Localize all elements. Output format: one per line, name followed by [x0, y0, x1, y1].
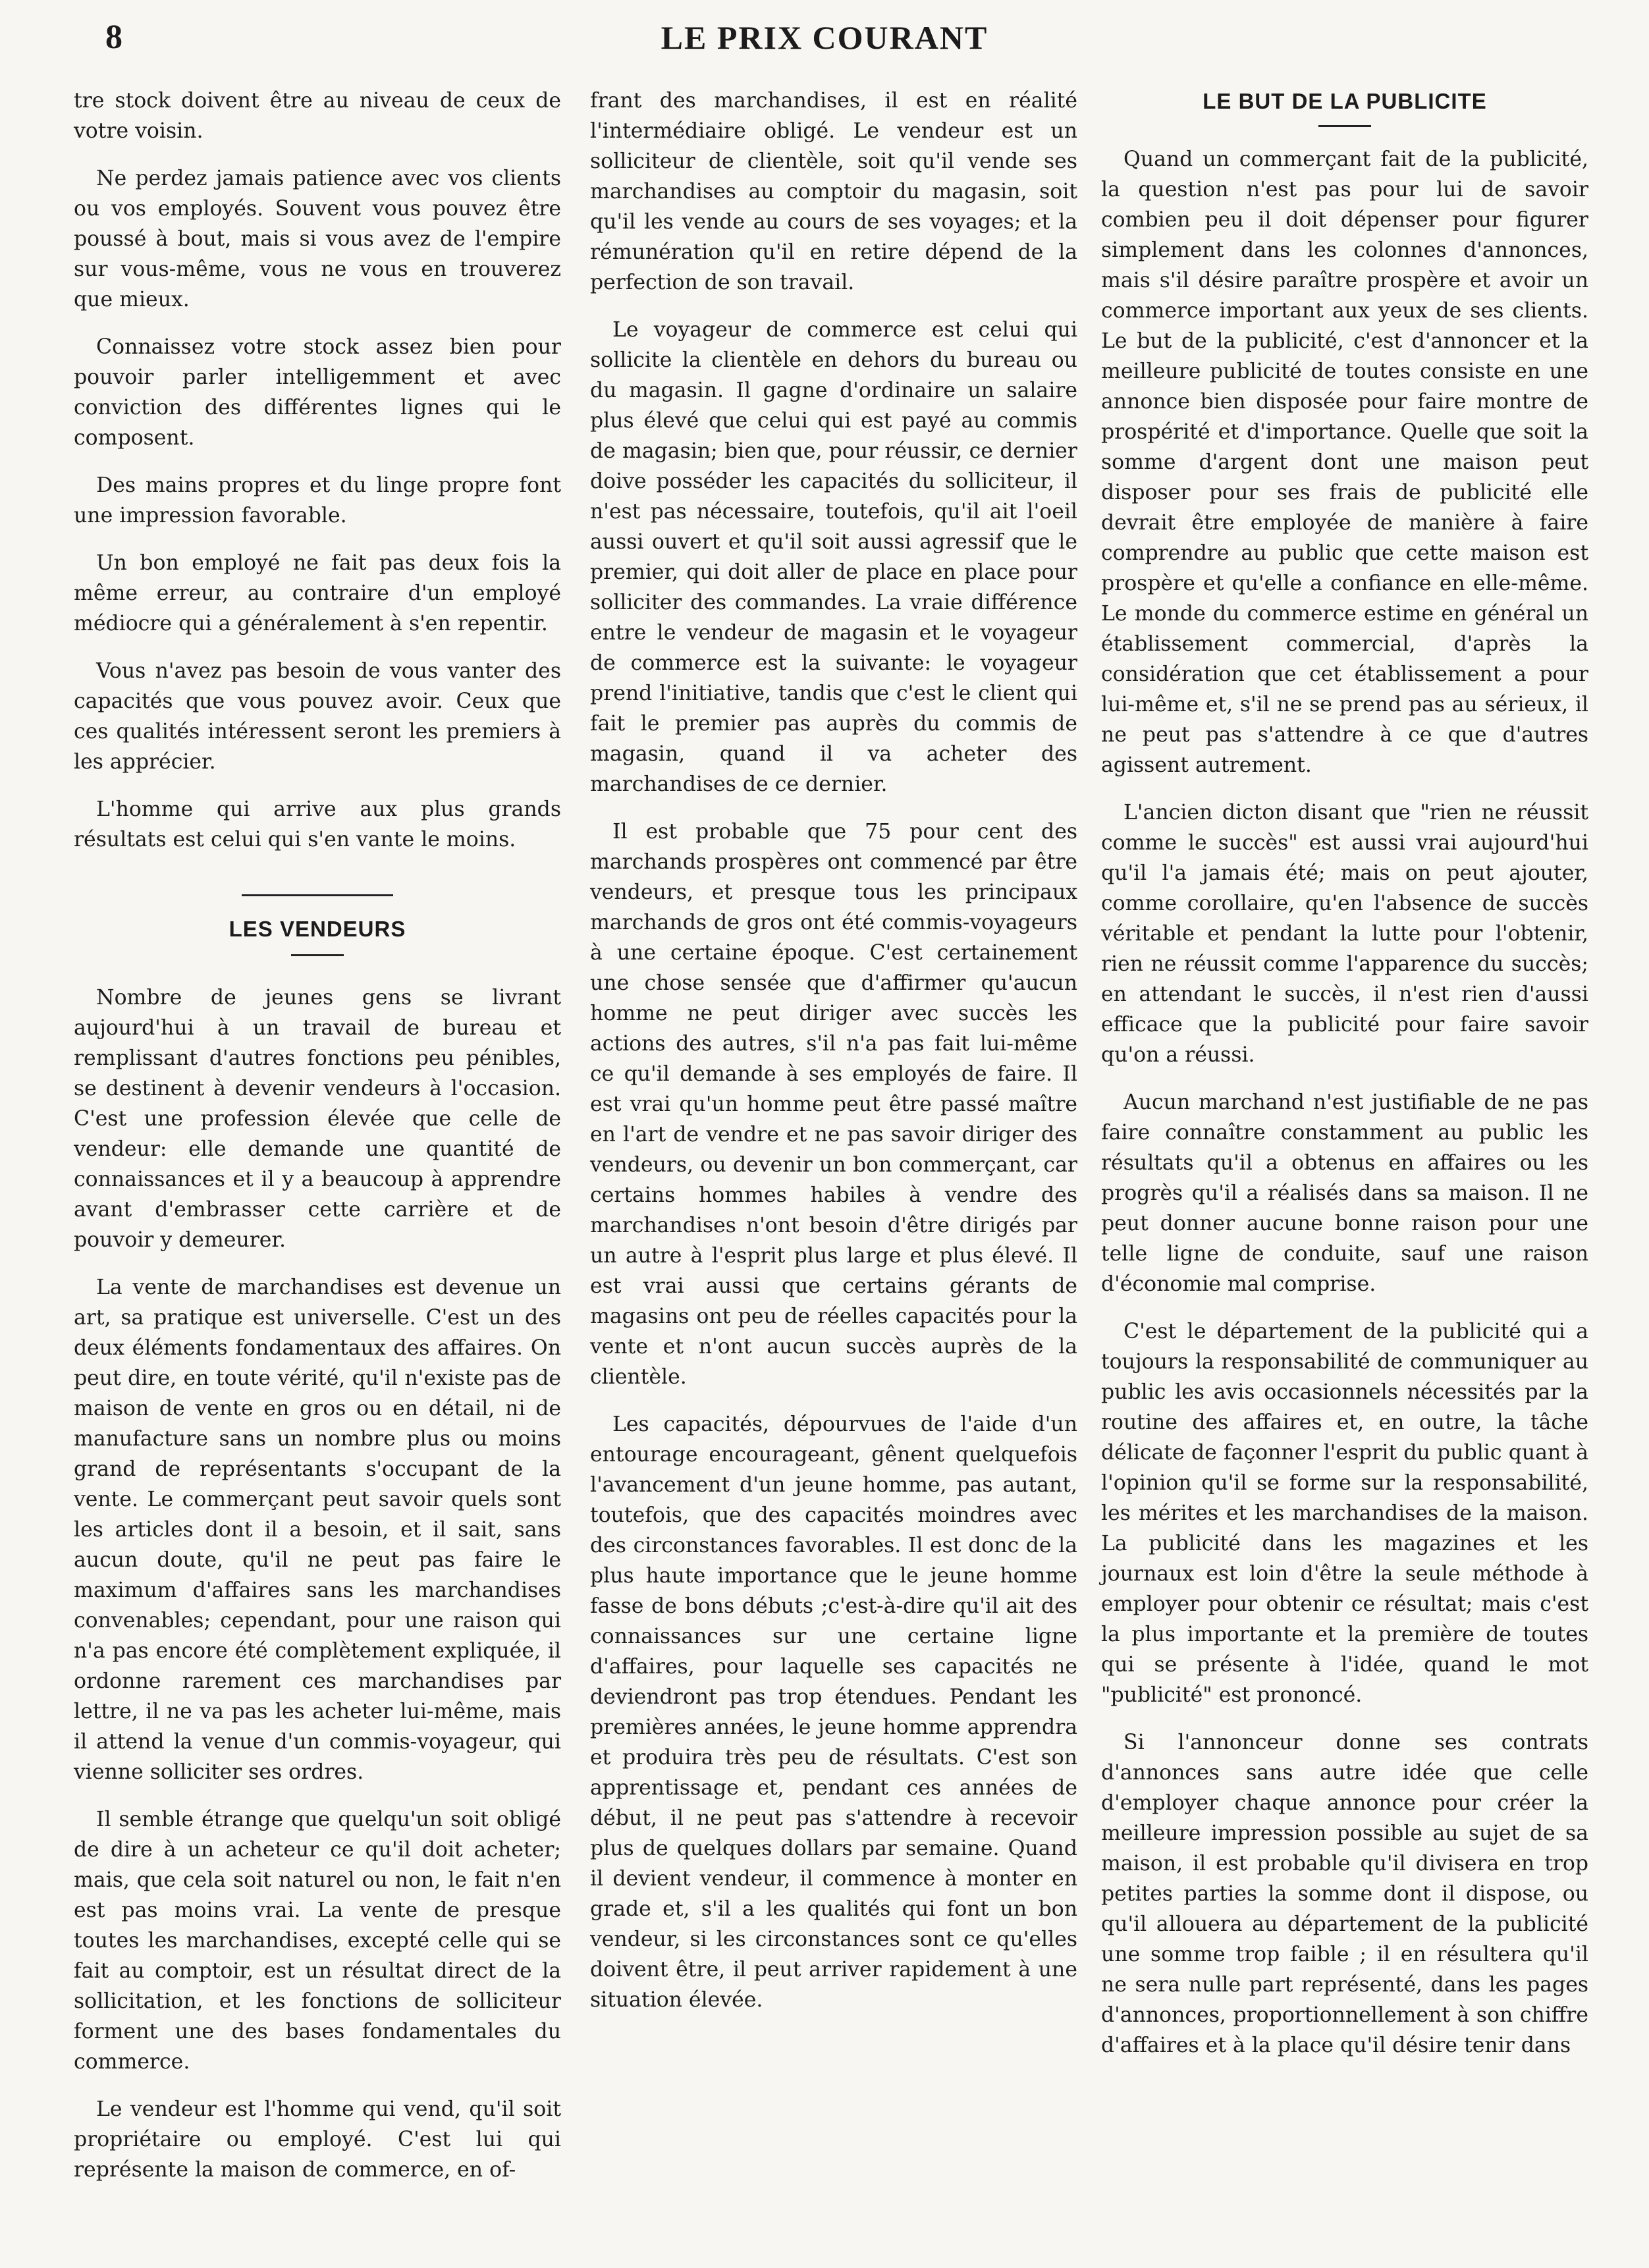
paragraph: Le vendeur est l'homme qui vend, qu'il soit propriétaire ou employé. C'est lui qui représente la maison de commerce, en of- — [74, 2097, 561, 2182]
heading-underline — [1318, 125, 1371, 127]
paragraph: Vous n'avez pas besoin de vous vanter des capacités que vous pouvez avoir. Ceux que ces qualités intéressent seront les premiers à les apprécier. — [74, 659, 561, 774]
paragraph: Un bon employé ne fait pas deux fois la même erreur, au contraire d'un employé médiocre qui a généralement à s'en repentir. — [74, 551, 561, 635]
paragraph: Il est probable que 75 pour cent des marchands prospères ont commencé par être vendeurs, et presque tous les principaux marchands de gros ont été commis-voyageurs à une certaine époque. C'est certainement une chose sensée que d'affirmer qu'aucun homme ne peut diriger avec succès les actions des autres, s'il n'a pas fait lui-même ce qu'il demande à ses employés de faire. Il est vrai qu'un homme peut être passé maître en l'art de vendre et ne pas savoir diriger des vendeurs, ou devenir un bon commerçant, car certains hommes habiles à vendre des marchandises n'ont besoin d'être dirigés par un autre à l'esprit plus large et plus élevé. Il est vrai aussi que certains gérants de magasins ont peu de réelles capacités pour la vente et n'ont aucun succès auprès de la clientèle. — [590, 820, 1077, 1389]
section-divider — [242, 894, 393, 896]
column-2 — [590, 86, 1077, 2032]
paragraph: Connaissez votre stock assez bien pour pouvoir parler intelligemment et avec conviction des différentes lignes qui le composent. — [74, 335, 561, 450]
paragraph: Aucun marchand n'est justifiable de ne pas faire connaître constamment au public les résultats qu'il a obtenus en affaires ou les progrès qu'il a réalisés dans sa maison. Il ne peut donner aucune bonne raison pour une telle ligne de conduite, sauf une raison d'économie mal comprise. — [1101, 1091, 1588, 1296]
column-3 — [1101, 86, 1588, 2078]
paragraph: Quand un commerçant fait de la publicité, la question n'est pas pour lui de savoir combien peu il doit dépenser pour figurer simplement dans les colonnes d'annonces, mais s'il désire paraître prospère et avoir un commerce important aux yeux de ses clients. Le but de la publicité, c'est d'annoncer et la meilleure publicité de toutes consiste en une annonce bien disposée pour faire montre de prospérité et d'importance. Quelle que soit la somme d'argent dont une maison peut disposer pour ses frais de publicité elle devrait être employée de manière à faire comprendre au public que cette maison est prospère et qu'elle a confiance en elle-même. Le monde du commerce estime en général un établissement commercial, d'après la considération que cet établissement a pour lui-même et, s'il ne se prend pas au sérieux, il ne peut pas s'attendre à ce que d'autres agissent autrement. — [1101, 148, 1588, 777]
paragraph: C'est le département de la publicité qui a toujours la responsabilité de communiquer au public les avis occasionnels nécessités par la routine des affaires et, en outre, la tâche délicate de façonner l'esprit du public quant à l'opinion qu'il se forme sur la responsabilité, les mérites et les marchandises de la maison. La publicité dans les magazines et les journaux est loin d'être la seule méthode à employer pour obtenir ce résultat; mais c'est la plus importante et la première de toutes qui se présente à l'idée, quand le mot "publicité" est prononcé. — [1101, 1320, 1588, 1707]
paragraph: L'ancien dicton disant que "rien ne réussit comme le succès" est aussi vrai aujourd'hui qu'il l'a jamais été; mais on peut ajouter, comme corollaire, qu'en l'absence de succès véritable et pendant la lutte pour l'obtenir, rien ne réussit comme l'apparence du succès; en attendant le succès, il n'est rien d'aussi efficace que la publicité pour faire savoir qu'on a réussi. — [1101, 801, 1588, 1067]
paragraph: Le voyageur de commerce est celui qui sollicite la clientèle en dehors du bureau ou du magasin. Il gagne d'ordinaire un salaire plus élevé que celui qui est payé au commis de magasin; bien que, pour réussir, ce dernier doive posséder les capacités du solliciteur, il n'est pas nécessaire, toutefois, qu'il ait l'oeil aussi ouvert et qu'il soit aussi agressif que le premier, qui doit aller de place en place pour solliciter des commandes. La vraie différence entre le vendeur de magasin et le voyageur de commerce est la suivante: le voyageur prend l'initiative, tandis que c'est le client qui fait le premier pas auprès du commis de magasin, quand il va acheter des marchandises de ce dernier. — [590, 318, 1077, 796]
heading-underline — [291, 954, 344, 956]
section-heading-les-vendeurs: LES VENDEURS — [229, 917, 406, 941]
section-heading-but-publicite: LE BUT DE LA PUBLICITE — [1203, 89, 1487, 113]
journal-title: LE PRIX COURANT — [661, 19, 988, 56]
paragraph: Les capacités, dépourvues de l'aide d'un entourage encourageant, gênent quelquefois l'avancement d'un jeune homme, pas autant, toutefois, que des capacités moindres avec des circonstances favorables. Il est donc de la plus haute importance que le jeune homme fasse de bons débuts ;c'est-à-dire qu'il ait des connaissances sur une certaine ligne d'affaires, pour laquelle ses capacités ne deviendront pas trop étendues. Pendant les premières années, le jeune homme apprendra et produira très peu de résultats. C'est son apprentissage et, pendant ces années de début, il ne peut pas s'attendre à recevoir plus de quelques dollars par semaine. Quand il devient vendeur, il commence à monter en grade et, s'il a les qualités qui font un bon vendeur, si les circonstances sont ce qu'elles doivent être, il peut arriver rapidement à une situation élevée. — [590, 1413, 1077, 2012]
paragraph: tre stock doivent être au niveau de ceux de votre voisin. — [74, 89, 561, 143]
paragraph: La vente de marchandises est devenue un art, sa pratique est universelle. C'est un des deux éléments fondamentaux des affaires. On peut dire, en toute vérité, qu'il n'existe pas de maison de vente en gros ou en détail, ni de manufacture sans un nombre plus ou moins grand de représentants s'occupant de la vente. Le commerçant peut savoir quels sont les articles dont il a besoin, et il sait, sans aucun doute, qu'il ne peut pas faire le maximum d'affaires sans les marchandises convenables; cependant, pour une raison qui n'a pas encore été complètement expliquée, il ordonne rarement ces marchandises par lettre, il ne va pas les acheter lui-même, mais il attend la venue d'un commis-voyageur, qui vienne solliciter ses ordres. — [74, 1276, 561, 1784]
paragraph: Des mains propres et du linge propre font une impression favorable. — [74, 473, 561, 527]
paragraph: Ne perdez jamais patience avec vos clients ou vos employés. Souvent vous pouvez être poussé à bout, mais si vous avez de l'empire sur vous-même, vous ne vous en trouverez que mieux. — [74, 167, 561, 311]
paragraph: Nombre de jeunes gens se livrant aujourd'hui à un travail de bureau et remplissant d'autres fonctions peu pénibles, se destinent à devenir vendeurs à l'occasion. C'est une profession élevée que celle de vendeur: elle demande une quantité de connaissances et il y a beaucoup à apprendre avant d'embrasser cette carrière et de pouvoir y demeurer. — [74, 986, 561, 1252]
page-header — [0, 14, 1649, 61]
page-number: 8 — [105, 18, 122, 56]
paragraph: Il semble étrange que quelqu'un soit obligé de dire à un acheteur ce qu'il doit acheter; mais, que cela soit naturel ou non, le fait n'en est pas moins vrai. La vente de presque toutes les marchandises, excepté celle qui se fait au comptoir, est un résultat direct de la sollicitation, et les fonctions de solliciteur forment une des bases fondamentales du commerce. — [74, 1808, 561, 2074]
paragraph: Si l'annonceur donne ses contrats d'annonces sans autre idée que celle d'employer chaque annonce pour créer la meilleure impression possible au sujet de sa maison, il est probable qu'il divisera en trop petites parties la somme dont il dispose, ou qu'il allouera au département de la publicité une somme trop faible ; il en résultera qu'il ne sera nulle part représenté, dans les pages d'annonces, proportionnellement à son chiffre d'affaires et à la place qu'il désire tenir dans — [1101, 1731, 1588, 2057]
paragraph: L'homme qui arrive aux plus grands résultats est celui qui s'en vante le moins. — [74, 797, 561, 851]
paragraph: frant des marchandises, il est en réalité l'intermédiaire obligé. Le vendeur est un solliciteur de clientèle, soit qu'il vende ses marchandises au comptoir du magasin, soit qu'il les vende au cours de ses voyages; et la rémunération qu'il en retire dépend de la perfection de son travail. — [590, 89, 1077, 294]
column-1 — [74, 86, 561, 2202]
